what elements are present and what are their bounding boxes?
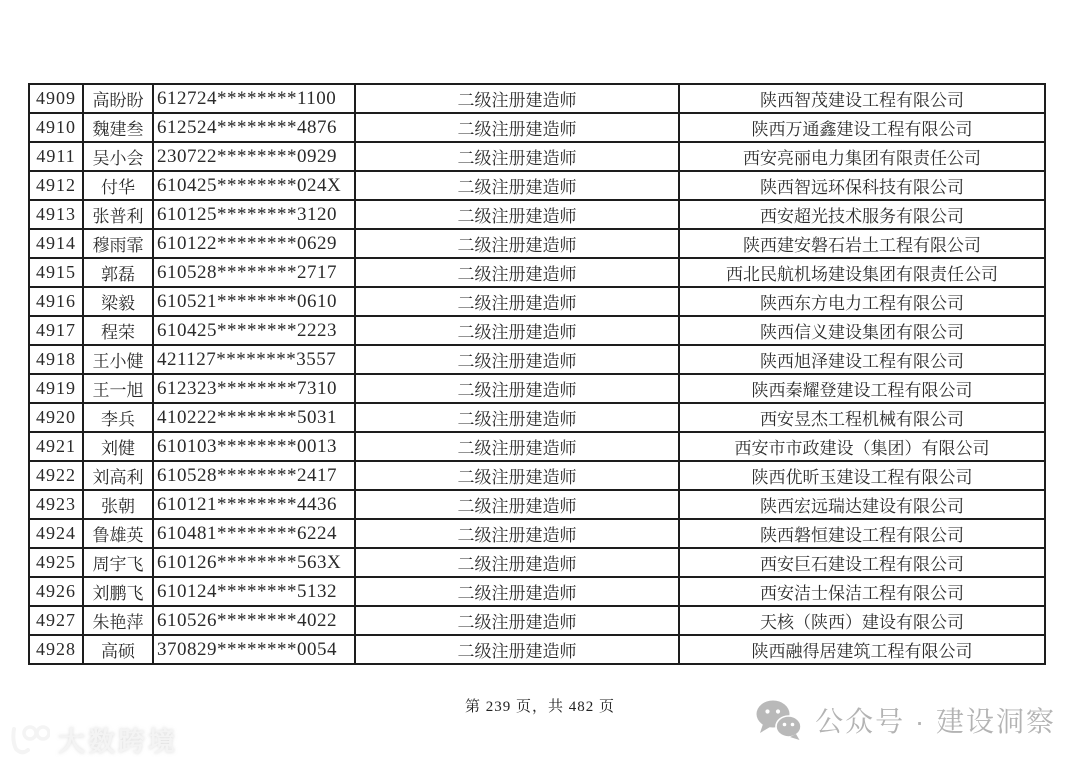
credential-cell: 二级注册建造师: [355, 577, 679, 606]
person-name-cell: 吴小会: [83, 142, 153, 171]
company-cell: 陕西东方电力工程有限公司: [679, 287, 1045, 316]
person-name-cell: 刘健: [83, 432, 153, 461]
credential-cell: 二级注册建造师: [355, 461, 679, 490]
company-cell: 西北民航机场建设集团有限责任公司: [679, 258, 1045, 287]
id-number-cell: 421127********3557: [153, 345, 355, 374]
table-row: [29, 635, 1045, 664]
row-number-cell: 4920: [29, 403, 83, 432]
table-row: [29, 258, 1045, 287]
table-row: [29, 432, 1045, 461]
person-name-cell: 张朝: [83, 490, 153, 519]
row-number-cell: 4911: [29, 142, 83, 171]
person-name-cell: 高硕: [83, 635, 153, 664]
person-name-cell: 程荣: [83, 316, 153, 345]
company-cell: 西安超光技术服务有限公司: [679, 200, 1045, 229]
id-number-cell: 610481********6224: [153, 519, 355, 548]
credential-cell: 二级注册建造师: [355, 142, 679, 171]
table-row: [29, 316, 1045, 345]
table-row: [29, 84, 1045, 113]
table-row: [29, 490, 1045, 519]
company-cell: 陕西万通鑫建设工程有限公司: [679, 113, 1045, 142]
row-number-cell: 4912: [29, 171, 83, 200]
row-number-cell: 4910: [29, 113, 83, 142]
person-name-cell: 朱艳萍: [83, 606, 153, 635]
person-name-cell: 付华: [83, 171, 153, 200]
id-number-cell: 610528********2717: [153, 258, 355, 287]
credential-cell: 二级注册建造师: [355, 403, 679, 432]
id-number-cell: 610121********4436: [153, 490, 355, 519]
id-number-cell: 610122********0629: [153, 229, 355, 258]
company-cell: 陕西建安磐石岩土工程有限公司: [679, 229, 1045, 258]
table-row: [29, 519, 1045, 548]
wechat-branding: [755, 699, 1056, 741]
company-cell: 陕西宏远瑞达建设有限公司: [679, 490, 1045, 519]
company-cell: 西安市市政建设（集团）有限公司: [679, 432, 1045, 461]
row-number-cell: 4909: [29, 84, 83, 113]
row-number-cell: 4917: [29, 316, 83, 345]
person-name-cell: 魏建叁: [83, 113, 153, 142]
company-cell: 西安昱杰工程机械有限公司: [679, 403, 1045, 432]
credential-cell: 二级注册建造师: [355, 229, 679, 258]
row-number-cell: 4915: [29, 258, 83, 287]
id-number-cell: 410222********5031: [153, 403, 355, 432]
table-row: [29, 287, 1045, 316]
company-cell: 陕西信义建设集团有限公司: [679, 316, 1045, 345]
row-number-cell: 4916: [29, 287, 83, 316]
table-row: [29, 200, 1045, 229]
watermark-label: 大数跨境: [58, 727, 178, 757]
id-number-cell: 610124********5132: [153, 577, 355, 606]
person-name-cell: 穆雨霏: [83, 229, 153, 258]
company-cell: 陕西智远环保科技有限公司: [679, 171, 1045, 200]
table-row: [29, 229, 1045, 258]
row-number-cell: 4926: [29, 577, 83, 606]
constructor-registry-table: [28, 83, 1046, 665]
person-name-cell: 周宇飞: [83, 548, 153, 577]
id-number-cell: 610425********024X: [153, 171, 355, 200]
credential-cell: 二级注册建造师: [355, 287, 679, 316]
id-number-cell: 612724********1100: [153, 84, 355, 113]
id-number-cell: 612323********7310: [153, 374, 355, 403]
person-name-cell: 高盼盼: [83, 84, 153, 113]
table-row: [29, 403, 1045, 432]
person-name-cell: 刘高利: [83, 461, 153, 490]
table-row: [29, 345, 1045, 374]
watermark-logo-icon: [8, 723, 50, 757]
company-cell: 西安洁士保洁工程有限公司: [679, 577, 1045, 606]
person-name-cell: 王一旭: [83, 374, 153, 403]
table-row: [29, 113, 1045, 142]
credential-cell: 二级注册建造师: [355, 548, 679, 577]
credential-cell: 二级注册建造师: [355, 345, 679, 374]
row-number-cell: 4927: [29, 606, 83, 635]
id-number-cell: 610126********563X: [153, 548, 355, 577]
person-name-cell: 郭磊: [83, 258, 153, 287]
company-cell: 陕西秦耀登建设工程有限公司: [679, 374, 1045, 403]
id-number-cell: 610103********0013: [153, 432, 355, 461]
company-cell: 陕西磐恒建设工程有限公司: [679, 519, 1045, 548]
row-number-cell: 4924: [29, 519, 83, 548]
id-number-cell: 230722********0929: [153, 142, 355, 171]
company-cell: 西安巨石建设工程有限公司: [679, 548, 1045, 577]
id-number-cell: 610425********2223: [153, 316, 355, 345]
credential-cell: 二级注册建造师: [355, 432, 679, 461]
company-cell: 陕西优昕玉建设工程有限公司: [679, 461, 1045, 490]
row-number-cell: 4918: [29, 345, 83, 374]
person-name-cell: 王小健: [83, 345, 153, 374]
row-number-cell: 4913: [29, 200, 83, 229]
wechat-icon: [755, 699, 803, 741]
credential-cell: 二级注册建造师: [355, 316, 679, 345]
credential-cell: 二级注册建造师: [355, 84, 679, 113]
person-name-cell: 李兵: [83, 403, 153, 432]
company-cell: 天核（陕西）建设有限公司: [679, 606, 1045, 635]
table-row: [29, 142, 1045, 171]
row-number-cell: 4919: [29, 374, 83, 403]
table-body: [29, 84, 1045, 664]
id-number-cell: 610528********2417: [153, 461, 355, 490]
person-name-cell: 梁毅: [83, 287, 153, 316]
company-cell: 陕西智茂建设工程有限公司: [679, 84, 1045, 113]
credential-cell: 二级注册建造师: [355, 606, 679, 635]
credential-cell: 二级注册建造师: [355, 490, 679, 519]
row-number-cell: 4922: [29, 461, 83, 490]
table-row: [29, 461, 1045, 490]
row-number-cell: 4923: [29, 490, 83, 519]
id-number-cell: 610526********4022: [153, 606, 355, 635]
page-indicator: 第 239 页，共 482 页: [464, 699, 615, 715]
company-cell: 西安亮丽电力集团有限责任公司: [679, 142, 1045, 171]
watermark: [8, 720, 178, 759]
table-row: [29, 171, 1045, 200]
id-number-cell: 610125********3120: [153, 200, 355, 229]
table-row: [29, 548, 1045, 577]
credential-cell: 二级注册建造师: [355, 200, 679, 229]
credential-cell: 二级注册建造师: [355, 113, 679, 142]
row-number-cell: 4914: [29, 229, 83, 258]
credential-cell: 二级注册建造师: [355, 171, 679, 200]
table-row: [29, 577, 1045, 606]
table-row: [29, 374, 1045, 403]
credential-cell: 二级注册建造师: [355, 374, 679, 403]
row-number-cell: 4925: [29, 548, 83, 577]
person-name-cell: 张普利: [83, 200, 153, 229]
credential-cell: 二级注册建造师: [355, 258, 679, 287]
credential-cell: 二级注册建造师: [355, 519, 679, 548]
person-name-cell: 鲁雄英: [83, 519, 153, 548]
id-number-cell: 612524********4876: [153, 113, 355, 142]
credential-cell: 二级注册建造师: [355, 635, 679, 664]
person-name-cell: 刘鹏飞: [83, 577, 153, 606]
id-number-cell: 610521********0610: [153, 287, 355, 316]
company-cell: 陕西旭泽建设工程有限公司: [679, 345, 1045, 374]
wechat-account-label: 公众号 · 建设洞察: [815, 706, 1056, 737]
table-row: [29, 606, 1045, 635]
company-cell: 陕西融得居建筑工程有限公司: [679, 635, 1045, 664]
row-number-cell: 4921: [29, 432, 83, 461]
id-number-cell: 370829********0054: [153, 635, 355, 664]
row-number-cell: 4928: [29, 635, 83, 664]
